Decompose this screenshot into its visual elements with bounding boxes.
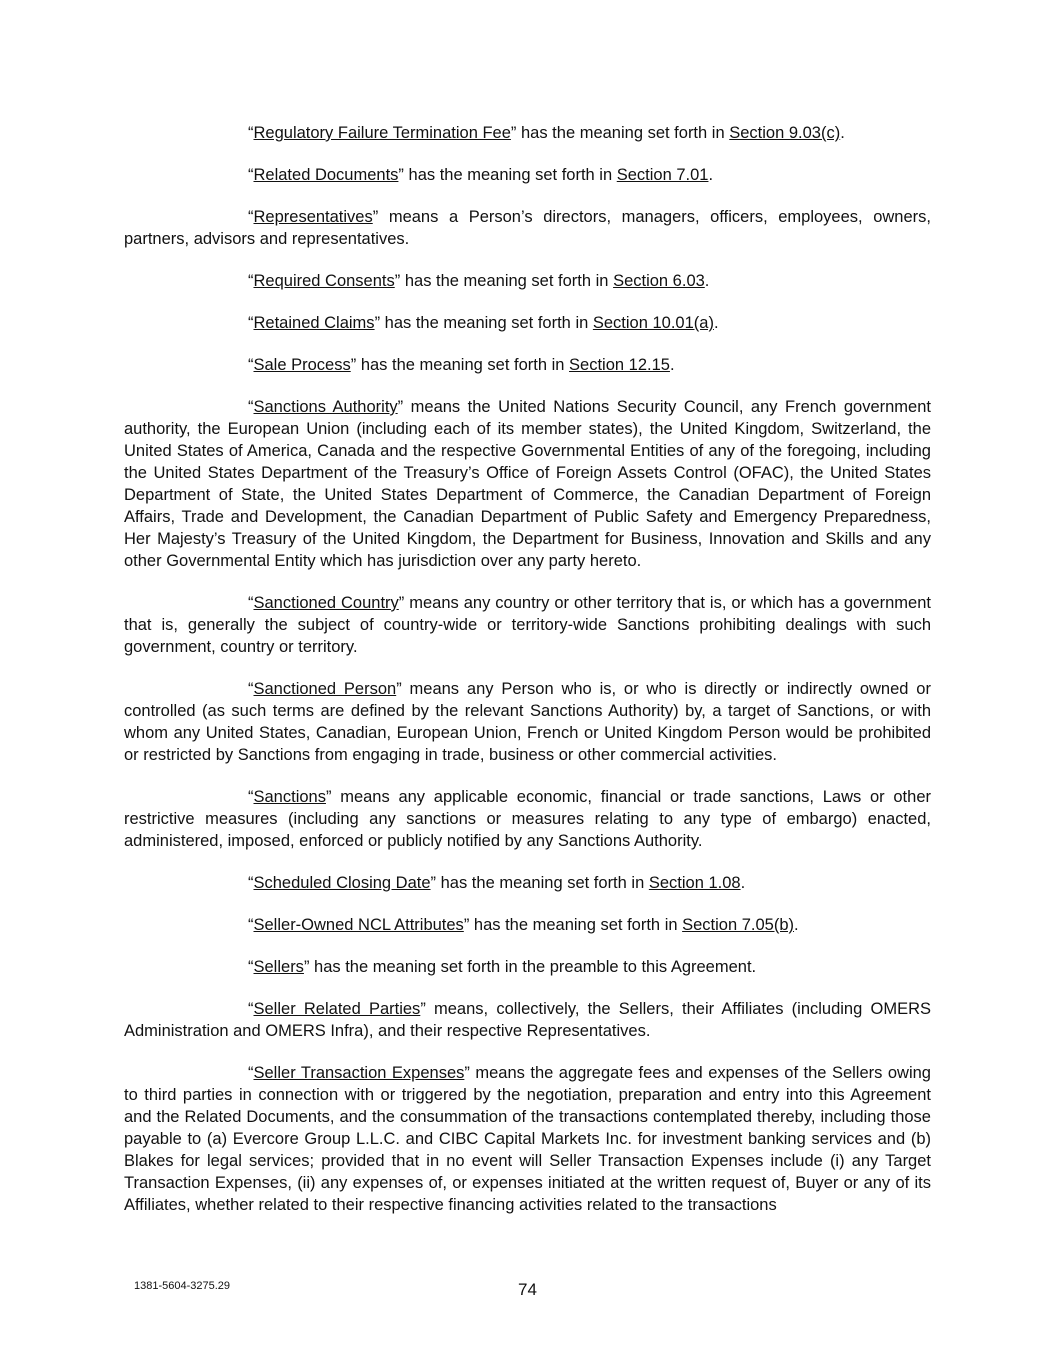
defined-term: Retained Claims (253, 314, 375, 332)
definition-seller-related-parties: “Seller Related Parties” means, collectively, the Sellers, their Affiliates (including OMERS Administration and OMERS Infra), and their respective Representatives. (124, 1000, 931, 1040)
definition-scheduled-closing-date: “Scheduled Closing Date” has the meaning set forth in Section 1.08. (248, 874, 746, 892)
definition-sanctions: “Sanctions” means any applicable economic, financial or trade sanctions, Laws or other restrictive measures (including any sanctions or measures relating to any type of embargo) enacted, administered, imposed, enforced or publicly notified by any Sanctions Authority. (124, 788, 931, 850)
definition-regulatory-failure-termination-fee: “Regulatory Failure Termination Fee” has the meaning set forth in Section 9.03(c). (248, 124, 845, 142)
section-reference[interactable]: Section 12.15 (569, 356, 670, 374)
definition-seller-owned-ncl-attributes: “Seller-Owned NCL Attributes” has the meaning set forth in Section 7.05(b). (248, 916, 799, 934)
definition-related-documents: “Related Documents” has the meaning set forth in Section 7.01. (248, 166, 714, 184)
defined-term: Sellers (253, 958, 304, 976)
defined-term: Sanctions Authority (253, 398, 398, 416)
section-reference[interactable]: Section 9.03(c) (729, 124, 841, 142)
defined-term: Regulatory Failure Termination Fee (253, 124, 511, 142)
section-reference[interactable]: Section 7.05(b) (682, 916, 795, 934)
definition-sale-process: “Sale Process” has the meaning set forth in Section 12.15. (248, 356, 675, 374)
section-reference[interactable]: Section 7.01 (616, 166, 709, 184)
section-reference[interactable]: Section 10.01(a) (592, 314, 714, 332)
document-id: 1381-5604-3275.29 (134, 1280, 231, 1292)
page-number: 74 (518, 1280, 537, 1299)
defined-term: Required Consents (253, 272, 395, 290)
defined-term: Scheduled Closing Date (253, 874, 431, 892)
section-reference[interactable]: Section 6.03 (613, 272, 705, 290)
defined-term: Sanctioned Country (253, 594, 399, 612)
section-reference[interactable]: Section 1.08 (648, 874, 741, 892)
defined-term: Seller Transaction Expenses (253, 1064, 465, 1082)
definition-retained-claims: “Retained Claims” has the meaning set forth in Section 10.01(a). (248, 314, 719, 332)
definition-sanctioned-country: “Sanctioned Country” means any country or other territory that is, or which has a government that is, generally the subject of country-wide or territory-wide Sanctions prohibiting dealings with such government, country or territory. (124, 594, 931, 656)
defined-term: Representatives (253, 208, 373, 226)
definition-sanctioned-person: “Sanctioned Person” means any Person who is, or who is directly or indirectly owned or controlled (as such terms are defined by the relevant Sanctions Authority) by, a target of Sanctions, or with whom any United States, Canadian, European Union, French or United Kingdom Person would be prohibited or restricted by Sanctions from engaging in trade, business or other commercial activities. (124, 680, 931, 764)
defined-term: Sanctions (253, 788, 326, 806)
definition-representatives: “Representatives” means a Person’s directors, managers, officers, employees, owners, partners, advisors and representatives. (124, 208, 931, 248)
definition-sellers: “Sellers” has the meaning set forth in the preamble to this Agreement. (248, 958, 757, 976)
definition-seller-transaction-expenses: “Seller Transaction Expenses” means the aggregate fees and expenses of the Sellers owing to third parties in connection with or triggered by the negotiation, preparation and entry into this Agreement and the Related Documents, and the consummation of the transactions contemplated thereby, including those payable to (a) Evercore Group L.L.C. and CIBC Capital Markets Inc. for investment banking services and (b) Blakes for legal services; provided that in no event will Seller Transaction Expenses include (i) any Target Transaction Expenses, (ii) any expenses of, or expenses initiated at the written request of, Buyer or any of its Affiliates, whether related to their respective financing activities related to the transactions (124, 1064, 931, 1214)
definitions-list (124, 122, 931, 1236)
defined-term: Seller Related Parties (253, 1000, 421, 1018)
defined-term: Seller-Owned NCL Attributes (253, 916, 464, 934)
definition-required-consents: “Required Consents” has the meaning set forth in Section 6.03. (248, 272, 710, 290)
defined-term: Sanctioned Person (253, 680, 397, 698)
defined-term: Sale Process (253, 356, 351, 374)
defined-term: Related Documents (253, 166, 399, 184)
definition-sanctions-authority: “Sanctions Authority” means the United Nations Security Council, any French government authority, the European Union (including each of its member states), the United Kingdom, Switzerland, the United States of America, Canada and the respective Governmental Entities of any of the foregoing, including the United States Department of the Treasury’s Office of Foreign Assets Control (OFAC), the United States Department of State, the United States Department of Commerce, the Canadian Department of Foreign Affairs, Trade and Development, the Canadian Department of Public Safety and Emergency Preparedness, Her Majesty’s Treasury of the United Kingdom, the Department for Business, Innovation and Skills and any other Governmental Entity which has jurisdiction over any party hereto. (124, 398, 931, 570)
